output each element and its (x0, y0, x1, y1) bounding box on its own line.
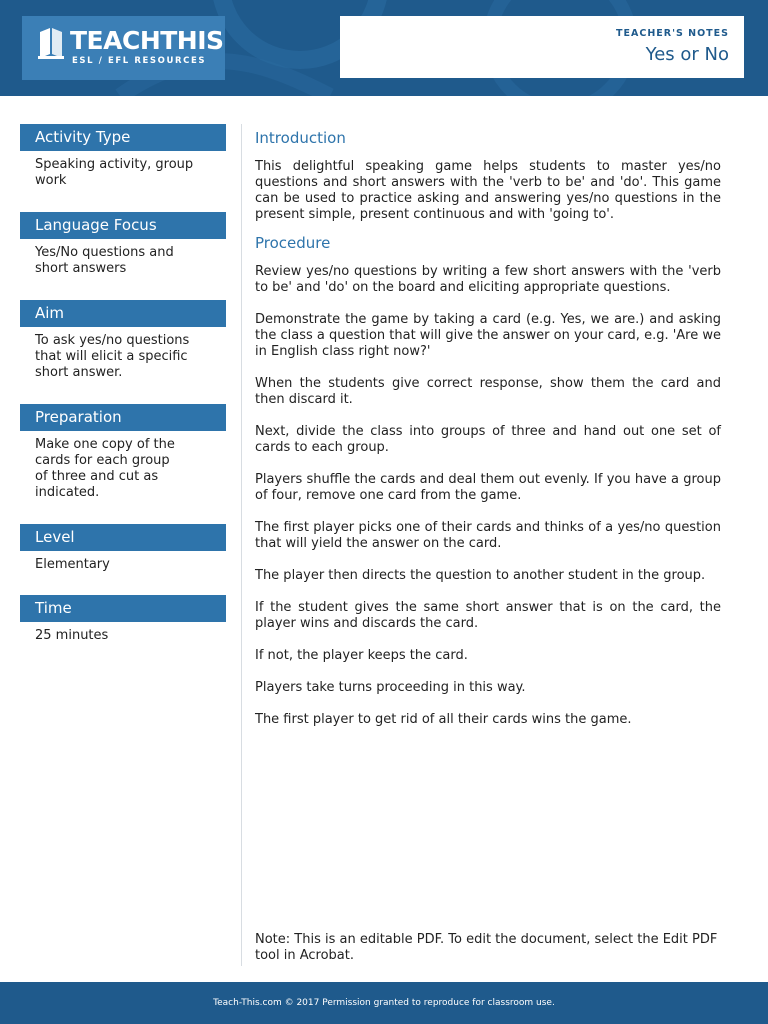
introduction-paragraph: This delightful speaking game helps students to master yes/no questions and short answers with the 'verb to be' and 'do'. This game can be used to practice asking and answering yes/no questions in the present simple, present continuous and with 'going to'. (255, 159, 721, 222)
teachers-notes-label: TEACHER'S NOTES (616, 28, 729, 39)
book-icon (36, 26, 66, 60)
logo (22, 16, 225, 80)
activity-type-heading: Activity Type (20, 124, 226, 151)
procedure-step: Players shuffle the cards and deal them out evenly. If you have a group of four, remove one card from the game. (255, 472, 721, 503)
page-footer (0, 982, 768, 1024)
procedure-step: The player then directs the question to another student in the group. (255, 568, 706, 583)
procedure-step: The first player picks one of their cards and thinks of a yes/no question that will yield the answer on the card. (255, 520, 721, 551)
preparation-heading: Preparation (20, 404, 226, 431)
page-title: Yes or No (645, 44, 729, 65)
procedure-step: If the student gives the same short answer that is on the card, the player wins and discards the card. (255, 600, 721, 631)
introduction-heading: Introduction (255, 129, 346, 147)
procedure-heading: Procedure (255, 234, 331, 252)
procedure-step: When the students give correct response, show them the card and then discard it. (255, 376, 721, 407)
procedure-step: Demonstrate the game by taking a card (e.g. Yes, we are.) and asking the class a question that will give the answer on your card, e.g. 'Are we in English class right now?' (255, 312, 722, 359)
aim-heading: Aim (20, 300, 226, 327)
time-block (20, 595, 226, 644)
language-focus-block (20, 212, 226, 277)
level-block (20, 524, 226, 573)
procedure-step: Next, divide the class into groups of three and hand out one set of cards to each group. (255, 424, 721, 455)
editable-pdf-note: Note: This is an editable PDF. To edit the document, select the Edit PDF tool in Acrobat. (255, 932, 718, 963)
page-header (0, 0, 768, 96)
time-value: 25 minutes (35, 628, 109, 643)
column-divider (241, 124, 242, 966)
level-heading: Level (20, 524, 226, 551)
procedure-step: The first player to get rid of all their cards wins the game. (255, 712, 632, 727)
logo-name: TEACHTHIS (70, 26, 224, 55)
copyright-text: Teach-This.com © 2017 Permission granted to reproduce for classroom use. (213, 998, 555, 1008)
activity-type-block (20, 124, 226, 189)
procedure-step: Players take turns proceeding in this way. (255, 680, 526, 695)
language-focus-heading: Language Focus (20, 212, 226, 239)
language-focus-value: Yes/No questions and short answers (35, 245, 174, 276)
procedure-step: Review yes/no questions by writing a few short answers with the 'verb to be' and 'do' on the board and eliciting appropriate questions. (255, 264, 721, 295)
aim-block (20, 300, 226, 381)
main-content (255, 128, 721, 744)
preparation-block (20, 404, 226, 501)
level-value: Elementary (35, 557, 110, 572)
aim-value: To ask yes/no questions that will elicit a specific short answer. (35, 333, 190, 380)
activity-type-value: Speaking activity, group work (35, 157, 194, 188)
logo-tagline: ESL / EFL RESOURCES (72, 56, 207, 66)
procedure-step: If not, the player keeps the card. (255, 648, 468, 663)
time-heading: Time (20, 595, 226, 622)
preparation-value: Make one copy of the cards for each group of three and cut as indicated. (35, 437, 175, 500)
title-panel (340, 16, 744, 78)
